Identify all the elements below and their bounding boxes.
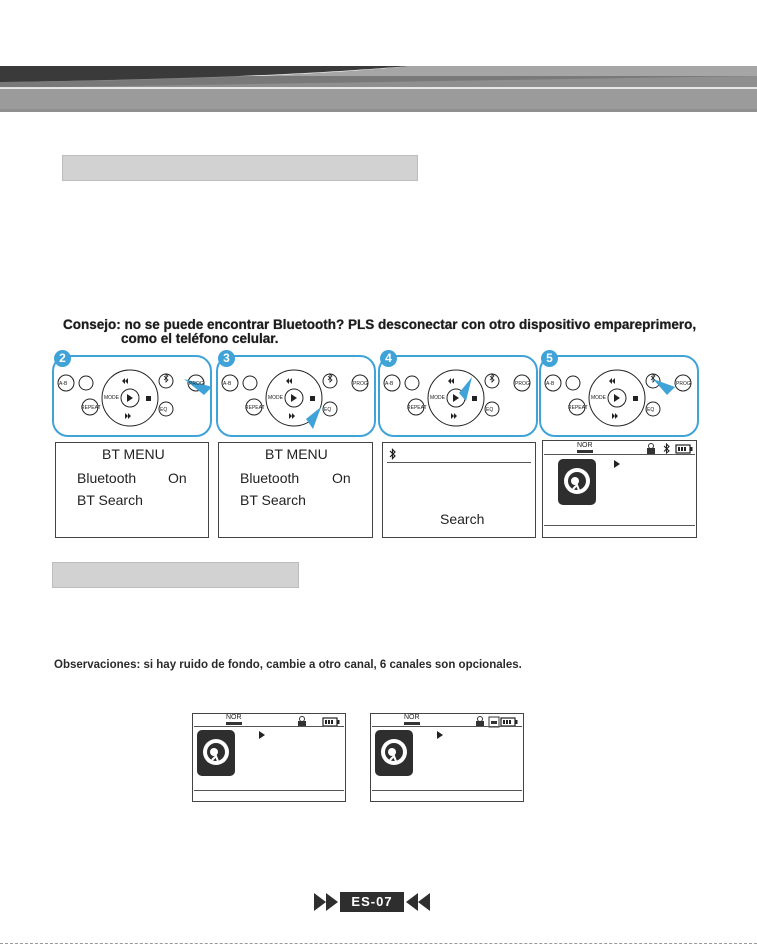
- remote-eq-label: EQ: [486, 407, 494, 413]
- bt-menu-title: BT MENU: [265, 446, 328, 462]
- lcd-divider-bottom: [194, 790, 344, 791]
- lcd-divider-top: [194, 726, 344, 727]
- remote-prog-label: PROG: [189, 381, 204, 387]
- remote-ab-label: A-B: [59, 381, 68, 387]
- nor-eq-label: NOR: [226, 714, 242, 725]
- remote-eq-label: EQ: [647, 407, 655, 413]
- remote-ab-label: A-B: [546, 381, 555, 387]
- remote-diagram: [541, 357, 697, 435]
- nor-eq-label: NOR: [404, 714, 420, 725]
- remote-panel-step-4: [378, 355, 538, 437]
- remote-diagram: [380, 357, 536, 435]
- bt-menu-title: BT MENU: [102, 446, 165, 462]
- remote-prog-label: PROG: [515, 381, 530, 387]
- lcd-screen-play-bt: [542, 440, 697, 538]
- remote-repeat-label: REPEAT: [245, 405, 265, 411]
- lcd-screen-play-2: [370, 713, 524, 802]
- search-label: Search: [440, 511, 485, 527]
- left-arrows-icon: [312, 891, 342, 913]
- step-number-badge: 5: [541, 350, 558, 367]
- bt-search-label: BT Search: [77, 492, 143, 508]
- remote-diagram: [54, 357, 210, 435]
- bluetooth-label: Bluetooth: [240, 470, 300, 486]
- play-icon: [613, 459, 621, 469]
- play-icon: [436, 730, 444, 740]
- play-icon: [258, 730, 266, 740]
- remote-repeat-label: REPEAT: [568, 405, 588, 411]
- music-disc-icon: [558, 459, 596, 505]
- observation-note: Observaciones: si hay ruido de fondo, cambie a otro canal, 6 canales son opcionales.: [54, 659, 522, 671]
- music-disc-icon: [197, 730, 235, 776]
- page-number-text: ES-07: [351, 894, 393, 909]
- remote-prog-label: PROG: [353, 381, 368, 387]
- lcd-screen-bt-search: [382, 442, 536, 538]
- lcd-screen-bt-menu-1: [55, 442, 209, 538]
- bluetooth-value: On: [168, 470, 187, 486]
- remote-eq-label: EQ: [324, 407, 332, 413]
- remote-eq-label: EQ: [160, 407, 168, 413]
- remote-repeat-label: REPEAT: [407, 405, 427, 411]
- remote-mode-label: MODE: [104, 395, 119, 401]
- remote-mode-label: MODE: [430, 395, 445, 401]
- lcd-screen-play-1: [192, 713, 346, 802]
- bluetooth-icon: [388, 447, 398, 461]
- tip-line-2: como el teléfono celular.: [121, 331, 279, 346]
- step-number-badge: 3: [218, 350, 235, 367]
- lcd-divider-top: [544, 454, 695, 455]
- right-arrows-icon: [402, 891, 432, 913]
- remote-panel-step-2: [52, 355, 212, 437]
- remote-diagram: [218, 357, 374, 435]
- lcd-divider-bottom: [544, 525, 695, 526]
- page-label-box: [312, 889, 432, 915]
- music-disc-icon: [375, 730, 413, 776]
- bt-search-label: BT Search: [240, 492, 306, 508]
- lcd-divider-top: [372, 726, 522, 727]
- header-band: [0, 62, 757, 112]
- page-number: [340, 892, 404, 912]
- nor-eq-label: NOR: [577, 442, 593, 453]
- bluetooth-label: Bluetooth: [77, 470, 137, 486]
- lcd-divider-bottom: [372, 790, 522, 791]
- remote-prog-label: PROG: [676, 381, 691, 387]
- bottom-dashed-rule: [0, 943, 757, 944]
- remote-repeat-label: REPEAT: [81, 405, 101, 411]
- section-heading-bar-1: [62, 155, 418, 181]
- step-number-badge: 2: [54, 350, 71, 367]
- tip-line-1: Consejo: no se puede encontrar Bluetooth? PLS desconectar con otro dispositivo empareprimero,: [63, 317, 697, 332]
- remote-panel-step-3: [216, 355, 376, 437]
- remote-panel-step-5: [539, 355, 699, 437]
- section-heading-bar-2: [52, 562, 299, 588]
- lcd-screen-bt-menu-2: [218, 442, 373, 538]
- bluetooth-value: On: [332, 470, 351, 486]
- remote-mode-label: MODE: [591, 395, 606, 401]
- step-number-badge: 4: [380, 350, 397, 367]
- remote-ab-label: A-B: [223, 381, 232, 387]
- remote-ab-label: A-B: [385, 381, 394, 387]
- lcd-divider: [387, 462, 531, 463]
- remote-mode-label: MODE: [268, 395, 283, 401]
